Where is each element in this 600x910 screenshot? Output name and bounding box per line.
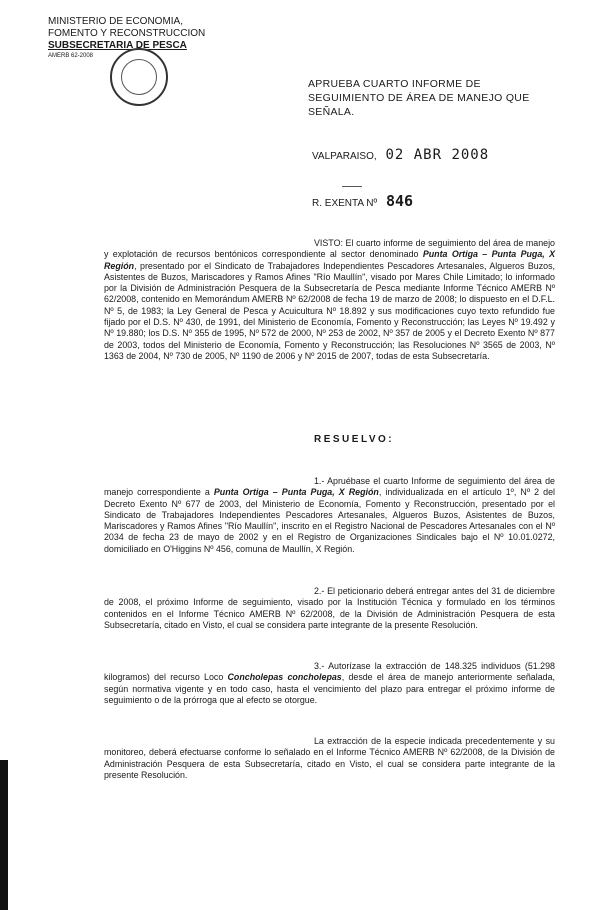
sector-name: Punta Ortiga – Punta Puga, X Región [213, 487, 379, 498]
ministry-name: MINISTERIO DE ECONOMIA, [48, 16, 184, 27]
document-title [308, 77, 553, 119]
ministry-name-2: FOMENTO Y RECONSTRUCCION [48, 28, 206, 39]
resolution-number [312, 192, 413, 210]
title-line-3: SEÑALA. [308, 106, 355, 118]
exenta-label: R. EXENTA Nº [312, 198, 378, 209]
resolution-item-3-continued: La extracción de la especie indicada precedentemente y su monitoreo, deberá efectuarse conforme lo señalado en el Informe Técnico AMERB Nº 62/2008, de la División de Administración Pesquera de esta Subsecretaría, citado en Visto, el cual se considera parte integrante de la presente Resolución. [104, 736, 555, 780]
species-name: Concholepas concholepas [227, 672, 342, 683]
title-line-2: SEGUIMIENTO DE ÁREA DE MANEJO QUE [308, 92, 530, 104]
reference-code: AMERB 62-2008 [48, 53, 94, 59]
subsecretaria-name: SUBSECRETARIA DE PESCA [48, 40, 187, 51]
resolution-item-1: 1.- Apruébase el cuarto Informe de seguimiento del área de manejo correspondiente a Punta Ortiga – Punta Puga, X Región, individualizada en el artículo 1º, Nº 2 del Decreto Exento Nº 677 de 2003, del Ministerio de Economía, Fomento y Reconstrucción, presentado por el Sindicato de Trabajadores Independientes Pescadores Artesanales, Algueros Buzos, Asistentes de Buzos, Mariscadores y Ramos Afines "Río Maullín", inscrito en el Registro Nacional de Pescadores Artesanales con el Nº 2034 de fecha 23 de mayo de 2002 y en el Registro de Organizaciones Sindicales bajo el Nº 10.01.0272, domiciliado en O'Higgins Nº 456, comuna de Maullín, X Región. [104, 476, 555, 554]
official-seal-icon [110, 48, 168, 106]
visto-paragraph: VISTO: El cuarto informe de seguimiento del área de manejo y explotación de recursos bentónicos correspondiente al sector denominado Punta Ortiga – Punta Puga, X Región, presentado por el Sindicato de Trabajadores Independientes Pescadores Artesanales, Algueros Buzos, Asistentes de Buzos, Mariscadores y Ramos Afines "Río Maullín", visado por Mares Chile Limitado; lo informado por la División de Administración Pesquera de la Subsecretaría de Pesca mediante Informe Técnico AMERB Nº 62/2008, contenido en Memorándum AMERB Nº 62/2008 de fecha 19 de marzo de 2008; lo dispuesto en el D.F.L. Nº 5, de 1983; la Ley General de Pesca y Acuicultura Nº 18.892 y sus modificaciones cuyo texto refundido fue fijado por el D.S. Nº 430, de 1991, del Ministerio de Economía, Fomento y Reconstrucción; las Leyes Nº 19.492 y Nº 19.880; los D.S. Nº 355 de 1995, Nº 572 de 2000, Nº 253 de 2002, Nº 357 de 2005 y el Decreto Exento Nº 877 de 2003, todos del Ministerio de Economía, Fomento y Reconstrucción; las Resoluciones Nº 3565 de 2003, Nº 1363 de 2004, Nº 730 de 2005, Nº 1190 de 2006 y Nº 2015 de 2007, todas de esta Subsecretaría. [104, 238, 555, 361]
resuelvo-heading: RESUELVO: [314, 434, 395, 445]
resolution-item-2: 2.- El peticionario deberá entregar antes del 31 de diciembre de 2008, el próximo Informe de seguimiento, visado por la Institución Técnica y formulado en los términos contenidos en el Informe Técnico AMERB Nº 62/2008, de la División de Administración Pesquera de esta Subsecretaría, citado en Visto, el cual se considera parte integrante de la presente Resolución. [104, 586, 555, 630]
stamped-date: 02 ABR 2008 [385, 147, 490, 163]
resolution-item-3: 3.- Autorízase la extracción de 148.325 individuos (51.298 kilogramos) del recurso Loco Concholepas concholepas, desde el área de manejo anteriormente señalada, según normativa vigente y en todo caso, hasta el vencimiento del plazo para entregar el próximo informe de seguimiento o de la prórroga que al efecto se otorgue. [104, 661, 555, 705]
divider [342, 186, 362, 187]
place-and-date [312, 147, 489, 163]
title-line-1: APRUEBA CUARTO INFORME DE [308, 78, 481, 90]
exenta-number: 846 [385, 192, 414, 210]
sector-name: Punta Ortiga – Punta Puga, X Región [104, 249, 555, 271]
place: VALPARAISO, [312, 151, 377, 162]
scan-edge-mark [0, 760, 8, 910]
